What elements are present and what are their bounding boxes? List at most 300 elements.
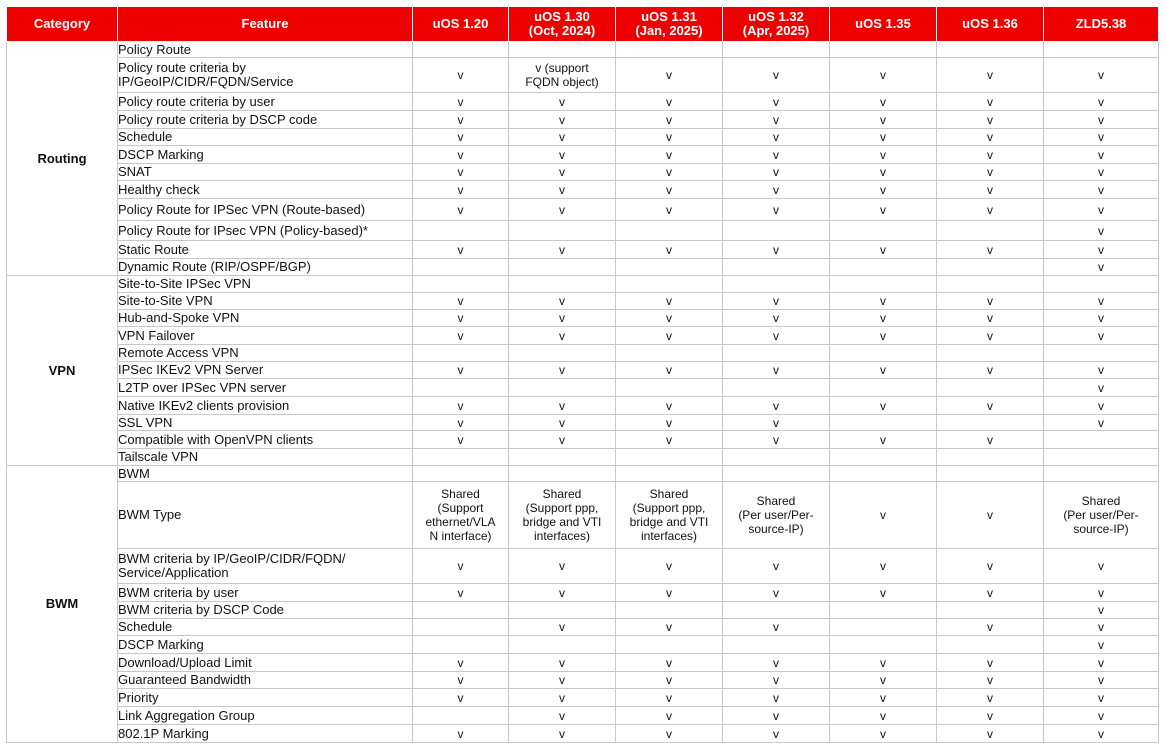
table-row (7, 584, 1159, 602)
table-row (7, 181, 1159, 199)
support-cell (509, 276, 616, 293)
support-cell: v (937, 129, 1044, 146)
support-cell: v (616, 310, 723, 327)
feature-text: Link Aggregation Group (118, 707, 255, 723)
version-name: uOS 1.32 (748, 9, 804, 24)
support-cell: v (1044, 58, 1159, 93)
support-cell: v (723, 415, 830, 431)
support-cell: v (723, 654, 830, 672)
section-row (7, 259, 1159, 276)
support-cell: v (1044, 689, 1159, 707)
support-cell: v (830, 146, 937, 164)
support-cell: v (1044, 259, 1159, 276)
support-cell: Shared (Support ppp, bridge and VTI interfaces) (509, 482, 616, 549)
support-cell: v (937, 199, 1044, 221)
table-row (7, 129, 1159, 146)
feature-label (118, 164, 413, 181)
support-cell (723, 221, 830, 241)
support-cell (616, 466, 723, 482)
support-cell: v (723, 689, 830, 707)
support-cell: v (937, 241, 1044, 259)
support-cell: v (937, 654, 1044, 672)
feature-label (118, 129, 413, 146)
support-cell (1044, 345, 1159, 362)
support-cell (830, 466, 937, 482)
support-cell: v (1044, 93, 1159, 111)
support-cell: v (413, 654, 509, 672)
support-cell (830, 415, 937, 431)
support-cell (723, 259, 830, 276)
support-cell: v (413, 181, 509, 199)
feature-text: Native IKEv2 clients provision (118, 397, 290, 413)
support-cell: v (937, 93, 1044, 111)
support-cell (723, 276, 830, 293)
support-cell: v (937, 725, 1044, 743)
support-cell (830, 259, 937, 276)
support-cell (413, 379, 509, 397)
feature-label (118, 379, 413, 397)
support-cell: v (413, 725, 509, 743)
category-cell: Routing (7, 42, 118, 276)
support-cell: v (1044, 602, 1159, 619)
feature-label (118, 431, 413, 449)
section-label (118, 466, 413, 482)
support-cell: v (723, 397, 830, 415)
support-cell: v (723, 327, 830, 345)
support-cell (830, 636, 937, 654)
support-cell (830, 345, 937, 362)
section-label (118, 415, 413, 431)
category-cell: BWM (7, 466, 118, 743)
support-cell (937, 42, 1044, 58)
support-cell: v (616, 431, 723, 449)
feature-label (118, 549, 413, 584)
section-label (118, 345, 413, 362)
support-cell: v (509, 129, 616, 146)
support-cell (509, 602, 616, 619)
support-cell: v (509, 146, 616, 164)
section-row (7, 42, 1159, 58)
feature-text: Site-to-Site VPN (118, 293, 213, 308)
support-cell: v (830, 58, 937, 93)
support-cell: v (509, 672, 616, 689)
feature-label (118, 310, 413, 327)
section-row (7, 241, 1159, 259)
support-cell (830, 619, 937, 636)
support-cell (937, 259, 1044, 276)
support-cell (723, 449, 830, 466)
feature-text: Healthy check (118, 181, 200, 197)
version-name: ZLD5.38 (1075, 16, 1127, 31)
support-cell: v (616, 619, 723, 636)
table-row (7, 164, 1159, 181)
support-cell: v (937, 482, 1044, 549)
support-cell: v (830, 241, 937, 259)
support-cell: v (830, 672, 937, 689)
support-cell: v (937, 146, 1044, 164)
feature-label (118, 146, 413, 164)
table-row (7, 619, 1159, 636)
support-cell: v (616, 725, 723, 743)
table-row (7, 482, 1159, 549)
feature-comparison-table (6, 6, 1159, 743)
support-cell (616, 259, 723, 276)
section-label (118, 449, 413, 466)
support-cell: v (723, 310, 830, 327)
support-cell: v (616, 415, 723, 431)
table-row (7, 654, 1159, 672)
support-cell: v (1044, 241, 1159, 259)
feature-text: IPSec IKEv2 VPN Server (118, 362, 264, 377)
feature-text: Download/Upload Limit (118, 654, 252, 670)
version-header (616, 7, 723, 42)
feature-label (118, 672, 413, 689)
support-cell: v (413, 310, 509, 327)
support-cell (830, 449, 937, 466)
support-cell: v (830, 181, 937, 199)
section-row (7, 449, 1159, 466)
support-cell (413, 602, 509, 619)
version-name: uOS 1.30 (534, 9, 590, 24)
support-cell (509, 221, 616, 241)
support-cell: v (509, 199, 616, 221)
support-cell (413, 259, 509, 276)
support-cell (509, 42, 616, 58)
table-row (7, 725, 1159, 743)
feature-text: Policy Route for IPSec VPN (Route-based) (118, 201, 366, 217)
support-cell: v (830, 397, 937, 415)
support-cell: v (830, 689, 937, 707)
support-cell: v (413, 431, 509, 449)
support-cell (937, 379, 1044, 397)
support-cell: v (1044, 164, 1159, 181)
support-cell: v (413, 199, 509, 221)
support-cell (509, 466, 616, 482)
support-cell (1044, 276, 1159, 293)
support-cell (1044, 449, 1159, 466)
support-cell: v (413, 362, 509, 379)
feature-text: DSCP Marking (118, 146, 204, 162)
support-cell: v (509, 619, 616, 636)
table-row (7, 362, 1159, 379)
feature-label (118, 181, 413, 199)
feature-label (118, 725, 413, 743)
support-cell: v (616, 241, 723, 259)
support-cell: v (413, 164, 509, 181)
support-cell: v (509, 164, 616, 181)
support-cell: v (616, 707, 723, 725)
feature-text: Policy Route (118, 41, 191, 57)
support-cell: v (616, 181, 723, 199)
support-cell: v (509, 707, 616, 725)
feature-label (118, 93, 413, 111)
support-cell: v (413, 241, 509, 259)
support-cell: v (830, 654, 937, 672)
support-cell: v (723, 58, 830, 93)
support-cell (509, 636, 616, 654)
support-cell: v (413, 111, 509, 129)
feature-text: Tailscale VPN (118, 449, 199, 464)
section-label (118, 259, 413, 276)
support-cell: v (723, 672, 830, 689)
category-cell: VPN (7, 276, 118, 466)
support-cell: v (413, 415, 509, 431)
support-cell: v (509, 415, 616, 431)
support-cell (723, 636, 830, 654)
support-cell: v (616, 654, 723, 672)
support-cell: v (1044, 146, 1159, 164)
feature-label (118, 397, 413, 415)
support-cell: v (616, 672, 723, 689)
support-cell (830, 602, 937, 619)
support-cell: v (413, 584, 509, 602)
support-cell (937, 449, 1044, 466)
feature-label (118, 636, 413, 654)
support-cell: v (723, 362, 830, 379)
support-cell (413, 636, 509, 654)
table-row (7, 549, 1159, 584)
support-cell: v (616, 584, 723, 602)
support-cell: v (1044, 310, 1159, 327)
support-cell (723, 345, 830, 362)
feature-text: Compatible with OpenVPN clients (118, 431, 314, 447)
support-cell: v (830, 482, 937, 549)
feature-label (118, 199, 413, 221)
feature-text: Guaranteed Bandwidth (118, 672, 251, 687)
support-cell: v (723, 707, 830, 725)
support-cell (1044, 42, 1159, 58)
table-body (7, 42, 1159, 743)
version-date: (Jan, 2025) (635, 23, 703, 38)
table-row (7, 689, 1159, 707)
support-cell: v (616, 93, 723, 111)
support-cell: v (723, 241, 830, 259)
feature-label (118, 58, 413, 93)
support-cell (413, 466, 509, 482)
support-cell (830, 276, 937, 293)
support-cell: v (830, 725, 937, 743)
support-cell (616, 602, 723, 619)
support-cell: v (937, 707, 1044, 725)
feature-text: VPN Failover (118, 327, 195, 343)
feature-text: L2TP over IPSec VPN server (118, 379, 287, 395)
support-cell: v (830, 199, 937, 221)
support-cell: v (723, 129, 830, 146)
support-cell: v (413, 397, 509, 415)
support-cell: v (616, 129, 723, 146)
feature-label (118, 327, 413, 345)
support-cell: v (830, 129, 937, 146)
support-cell (937, 276, 1044, 293)
support-cell (413, 707, 509, 725)
support-cell (413, 42, 509, 58)
support-cell: v (413, 672, 509, 689)
feature-text: Priority (118, 689, 159, 705)
support-cell: v (937, 672, 1044, 689)
support-cell: v (1044, 362, 1159, 379)
support-cell: v (509, 93, 616, 111)
feature-label (118, 293, 413, 310)
feature-text: Site-to-Site IPSec VPN (118, 276, 251, 291)
support-cell: v (509, 293, 616, 310)
category-header: Category (7, 7, 118, 42)
support-cell: v (830, 549, 937, 584)
support-cell (937, 415, 1044, 431)
support-cell: v (1044, 549, 1159, 584)
support-cell: v (723, 725, 830, 743)
support-cell: v (830, 164, 937, 181)
section-label (118, 42, 413, 58)
feature-text: SSL VPN (118, 414, 173, 430)
table-row (7, 293, 1159, 310)
support-cell: v (937, 584, 1044, 602)
support-cell: v (1044, 221, 1159, 241)
support-cell (830, 379, 937, 397)
support-cell: v (830, 362, 937, 379)
version-name: uOS 1.36 (962, 16, 1018, 31)
support-cell (413, 276, 509, 293)
support-cell (937, 345, 1044, 362)
support-cell: v (830, 431, 937, 449)
support-cell: v (509, 584, 616, 602)
support-cell: v (937, 111, 1044, 129)
support-cell (616, 276, 723, 293)
support-cell: Shared (Support ethernet/VLA N interface) (413, 482, 509, 549)
version-header (1044, 7, 1159, 42)
section-label (118, 241, 413, 259)
feature-label (118, 689, 413, 707)
table-row (7, 199, 1159, 221)
table-row (7, 58, 1159, 93)
support-cell: v (723, 619, 830, 636)
support-cell: v (413, 549, 509, 584)
feature-text: BWM (118, 465, 150, 481)
section-row (7, 415, 1159, 431)
support-cell: v (509, 397, 616, 415)
support-cell: v (1044, 199, 1159, 221)
support-cell: v (509, 654, 616, 672)
feature-label (118, 584, 413, 602)
table-row (7, 111, 1159, 129)
support-cell (937, 221, 1044, 241)
table-row (7, 672, 1159, 689)
feature-text: Policy route criteria by IP/GeoIP/CIDR/FQDN/Service (118, 60, 294, 89)
feature-text: Policy route criteria by user (118, 93, 275, 109)
feature-text: BWM Type (118, 507, 182, 522)
support-cell (937, 602, 1044, 619)
version-name: uOS 1.35 (855, 16, 911, 31)
feature-text: 802.1P Marking (118, 725, 209, 741)
support-cell: v (1044, 129, 1159, 146)
support-cell: v (723, 93, 830, 111)
support-cell: v (1044, 725, 1159, 743)
support-cell: v (support FQDN object) (509, 58, 616, 93)
support-cell: v (723, 293, 830, 310)
support-cell: Shared (Per user/Per- source-IP) (1044, 482, 1159, 549)
table-row (7, 93, 1159, 111)
support-cell (509, 449, 616, 466)
support-cell (413, 345, 509, 362)
support-cell: v (509, 310, 616, 327)
support-cell: v (937, 58, 1044, 93)
header-row (7, 7, 1159, 42)
support-cell: v (616, 146, 723, 164)
support-cell: v (509, 725, 616, 743)
support-cell: v (616, 199, 723, 221)
support-cell: v (1044, 293, 1159, 310)
table-row (7, 221, 1159, 241)
support-cell (616, 379, 723, 397)
support-cell: v (509, 362, 616, 379)
support-cell: v (509, 549, 616, 584)
support-cell: v (616, 362, 723, 379)
support-cell: v (1044, 397, 1159, 415)
support-cell: v (616, 689, 723, 707)
table-row (7, 707, 1159, 725)
feature-text: Policy Route for IPsec VPN (Policy-based)* (118, 222, 368, 238)
section-row (7, 345, 1159, 362)
support-cell: v (616, 293, 723, 310)
table-row (7, 327, 1159, 345)
support-cell: v (413, 58, 509, 93)
support-cell: v (723, 146, 830, 164)
support-cell: v (830, 111, 937, 129)
support-cell: v (723, 111, 830, 129)
support-cell: v (830, 310, 937, 327)
feature-text: DSCP Marking (118, 636, 204, 652)
feature-text: Static Route (118, 241, 189, 257)
feature-text: Dynamic Route (RIP/OSPF/BGP) (118, 259, 311, 274)
version-name: uOS 1.31 (641, 9, 697, 24)
support-cell: v (413, 129, 509, 146)
support-cell: v (937, 397, 1044, 415)
support-cell: v (1044, 379, 1159, 397)
support-cell (723, 466, 830, 482)
version-header (723, 7, 830, 42)
feature-label (118, 707, 413, 725)
support-cell: v (830, 327, 937, 345)
support-cell: v (723, 431, 830, 449)
support-cell (509, 379, 616, 397)
support-cell: v (937, 362, 1044, 379)
support-cell: v (1044, 181, 1159, 199)
support-cell: v (509, 181, 616, 199)
support-cell: v (723, 584, 830, 602)
feature-text: BWM criteria by DSCP Code (118, 602, 284, 617)
version-date: (Oct, 2024) (528, 23, 596, 38)
support-cell (616, 221, 723, 241)
support-cell (723, 42, 830, 58)
feature-header: Feature (118, 7, 413, 42)
support-cell: v (1044, 672, 1159, 689)
support-cell (616, 449, 723, 466)
feature-label (118, 602, 413, 619)
support-cell (1044, 466, 1159, 482)
support-cell (830, 221, 937, 241)
support-cell: v (413, 327, 509, 345)
version-date: (Apr, 2025) (742, 23, 810, 38)
feature-label (118, 482, 413, 549)
support-cell: v (937, 327, 1044, 345)
support-cell: v (1044, 415, 1159, 431)
support-cell: v (937, 689, 1044, 707)
support-cell (509, 345, 616, 362)
support-cell (413, 619, 509, 636)
version-header (830, 7, 937, 42)
version-header (937, 7, 1044, 42)
support-cell: v (830, 93, 937, 111)
table-row (7, 431, 1159, 449)
